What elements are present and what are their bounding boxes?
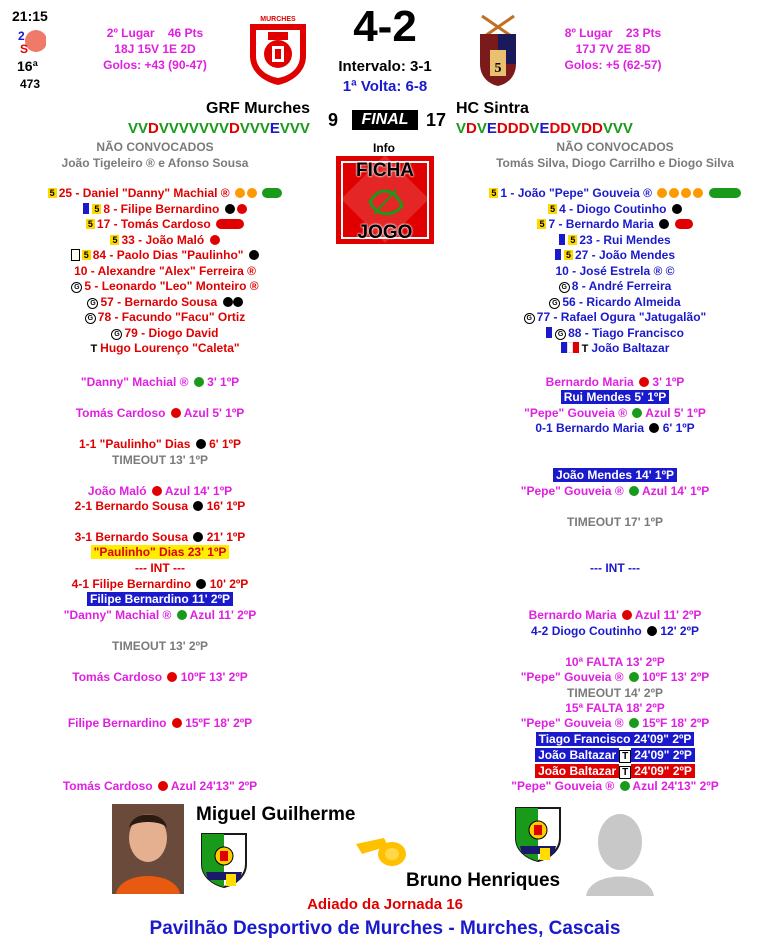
home-record: 18J 15V 1E 2D [114, 42, 196, 56]
form-result: D [228, 120, 240, 137]
league-logo [16, 26, 46, 56]
form-result: V [208, 120, 219, 137]
form-result: D [466, 120, 477, 137]
home-event: Tomás Cardoso Azul 5' 1ºP [75, 406, 245, 420]
form-result: E [269, 120, 280, 137]
list-item: G 88 - Tiago Francisco [470, 326, 760, 342]
away-event: "Pepe" Gouveia ® 15ºF 18' 2ºP [520, 716, 710, 730]
whistle-icon [354, 832, 408, 868]
form-result: D [549, 120, 561, 137]
halftime-marker: --- INT --- [590, 561, 640, 575]
form-result: V [178, 120, 189, 137]
first-leg-score: 1ª Volta: 6-8 [342, 78, 428, 95]
form-result: V [218, 120, 229, 137]
list-item: 5 8 - Filipe Bernardino [30, 202, 300, 218]
form-result: V [289, 120, 300, 137]
list-item: 5 27 - João Mendes [470, 248, 760, 264]
home-not-called: João Tigeleiro ® e Afonso Sousa [61, 156, 249, 170]
away-event: TIMEOUT 17' 1ºP [567, 515, 663, 529]
away-event: 15ª FALTA 18' 2ºP [565, 701, 665, 715]
away-not-called: Tomás Silva, Diogo Carrilho e Diogo Silva [496, 156, 734, 170]
list-item: G 8 - André Ferreira [470, 279, 760, 295]
home-roster [30, 186, 300, 358]
info-link[interactable]: Info [373, 141, 395, 155]
home-crest-label: MURCHES [260, 16, 296, 23]
kickoff-time: 21:15 [12, 8, 48, 24]
form-result: V [622, 120, 633, 137]
final-badge: FINAL [352, 110, 418, 130]
form-result: V [138, 120, 149, 137]
round-number: 16ª [17, 58, 38, 74]
game-number: 473 [20, 77, 41, 91]
list-item: T Hugo Lourenço "Caleta" [90, 341, 240, 355]
form-result: D [148, 120, 159, 137]
form-result: V [188, 120, 199, 137]
form-result: V [249, 120, 260, 137]
form-result: V [239, 120, 250, 137]
form-result: D [581, 120, 592, 137]
away-event: 4-2 Diogo Coutinho 12' 2ºP [531, 624, 699, 638]
home-event: 1-1 "Paulinho" Dias 6' 1ºP [78, 437, 241, 451]
away-roster [470, 186, 760, 358]
form-result: V [198, 120, 209, 137]
home-crest [246, 14, 310, 86]
away-event: 0-1 Bernardo Maria 6' 1ºP [535, 421, 695, 435]
postponed-note: Adiado da Jornada 16 [307, 896, 463, 913]
away-event: "Pepe" Gouveia ® Azul 5' 1ºP [524, 406, 706, 420]
form-result: V [168, 120, 179, 137]
home-event: "Paulinho" Dias 23' 1ºP [20, 545, 300, 559]
list-item: G 79 - Diogo David [30, 326, 300, 342]
list-item: G 57 - Bernardo Sousa [30, 295, 300, 311]
away-event: Tiago Francisco 24'09" 2ºP [480, 732, 750, 746]
home-form [128, 120, 310, 137]
referee1-photo [112, 804, 184, 894]
jogo-label: JOGO [357, 222, 413, 243]
referee1-name: Miguel Guilherme [196, 804, 356, 825]
home-not-called-title: NÃO CONVOCADOS [96, 140, 214, 154]
away-event: "Pepe" Gouveia ® Azul 14' 1ºP [520, 484, 710, 498]
home-event: 2-1 Bernardo Sousa 16' 1ºP [74, 499, 246, 513]
ficha-label: FICHA [355, 160, 415, 181]
away-event: TIMEOUT 14' 2ºP [567, 686, 663, 700]
list-item: 10 - Alexandre "Alex" Ferreira ® [74, 263, 256, 278]
home-event: Filipe Bernardino 11' 2ºP [20, 592, 300, 606]
form-result: V [612, 120, 623, 137]
home-event: Tomás Cardoso Azul 24'13" 2ºP [62, 779, 258, 793]
away-event: Bernardo Maria 3' 1ºP [545, 375, 685, 389]
svg-text:S: S [20, 42, 29, 56]
away-event: João Baltazar T 24'09" 2ºP [480, 764, 750, 778]
list-item: 5 23 - Rui Mendes [470, 233, 760, 249]
form-result: D [518, 120, 530, 137]
form-result: D [592, 120, 603, 137]
form-result: V [128, 120, 139, 137]
referee2-association-crest [514, 806, 562, 862]
away-event: Rui Mendes 5' 1ºP [480, 390, 750, 404]
list-item: G 78 - Facundo "Facu" Ortiz [30, 310, 300, 326]
person-silhouette-icon [584, 804, 656, 896]
form-result: V [476, 120, 487, 137]
away-form [456, 120, 633, 137]
form-result: D [496, 120, 508, 137]
home-form-score: 9 [328, 110, 339, 130]
form-result: E [486, 120, 497, 137]
away-record: 17J 7V 2E 8D [575, 42, 651, 56]
list-item: 5 4 - Diogo Coutinho [470, 202, 760, 218]
referee2-name: Bruno Henriques [406, 870, 561, 891]
home-position: 2º Lugar [106, 26, 155, 40]
form-result: V [456, 120, 467, 137]
away-event: "Pepe" Gouveia ® 10ºF 13' 2ºP [520, 670, 710, 684]
away-event: João Mendes 14' 1ºP [480, 468, 750, 482]
home-points: 46 Pts [167, 26, 204, 40]
list-item: 5 1 - João "Pepe" Gouveia ® [470, 186, 760, 202]
home-event: Tomás Cardoso 10ºF 13' 2ºP [72, 670, 248, 684]
home-team-name: GRF Murches [206, 100, 311, 117]
away-event: "Pepe" Gouveia ® Azul 24'13" 2ºP [511, 779, 719, 793]
svg-text:5: 5 [494, 61, 502, 76]
home-event: 4-1 Filipe Bernardino 10' 2ºP [71, 577, 249, 591]
away-form-score: 17 [426, 110, 447, 130]
home-event: Filipe Bernardino 15ºF 18' 2ºP [67, 716, 253, 730]
home-event: 3-1 Bernardo Sousa 21' 1ºP [74, 530, 246, 544]
list-item: G 77 - Rafael Ogura "Jatugalão" [470, 310, 760, 326]
svg-text:2: 2 [18, 29, 25, 43]
list-item: 5 17 - Tomás Cardoso [30, 217, 300, 233]
match-sheet-button[interactable] [334, 154, 436, 246]
referee1-association-crest [200, 832, 248, 888]
venue: Pavilhão Desportivo de Murches - Murches, Cascais [149, 918, 621, 939]
form-result: V [299, 120, 310, 137]
form-result: V [529, 120, 540, 137]
final-score: 4-2 [353, 2, 417, 51]
form-result: V [259, 120, 270, 137]
form-result: V [158, 120, 169, 137]
form-result: D [560, 120, 572, 137]
list-item: 10 - José Estrela ® © [555, 263, 675, 278]
form-result: V [602, 120, 613, 137]
away-team-name: HC Sintra [456, 100, 529, 117]
home-event: "Danny" Machial ® Azul 11' 2ºP [63, 608, 257, 622]
form-result: V [279, 120, 290, 137]
list-item: 5 25 - Daniel "Danny" Machial ® [30, 186, 300, 202]
away-event: 10ª FALTA 13' 2ºP [565, 655, 665, 669]
form-result: D [507, 120, 519, 137]
home-goals: Golos: +43 (90-47) [103, 58, 207, 72]
list-item: G 56 - Ricardo Almeida [470, 295, 760, 311]
list-item: T João Baltazar [470, 341, 760, 358]
away-standing [528, 26, 698, 40]
away-points: 23 Pts [625, 26, 662, 40]
halftime-score: Intervalo: 3-1 [338, 58, 432, 75]
away-goals: Golos: +5 (62-57) [564, 58, 662, 72]
home-event: João Maló Azul 14' 1ºP [87, 484, 233, 498]
list-item: G 5 - Leonardo "Leo" Monteiro ® [30, 279, 300, 295]
form-result: V [571, 120, 582, 137]
list-item: 5 7 - Bernardo Maria [470, 217, 760, 233]
form-result: E [539, 120, 550, 137]
home-event: "Danny" Machial ® 3' 1ºP [80, 375, 240, 389]
home-event: TIMEOUT 13' 1ºP [112, 453, 208, 467]
halftime-marker: --- INT --- [135, 561, 185, 575]
list-item: 5 84 - Paolo Dias "Paulinho" [30, 248, 300, 264]
away-crest [476, 14, 520, 86]
away-event: João Baltazar T 24'09" 2ºP [480, 748, 750, 762]
away-position: 8º Lugar [564, 26, 613, 40]
away-event: Bernardo Maria Azul 11' 2ºP [528, 608, 702, 622]
list-item: 5 33 - João Maló [30, 233, 300, 249]
away-not-called-title: NÃO CONVOCADOS [556, 140, 674, 154]
home-standing [70, 26, 240, 40]
home-event: TIMEOUT 13' 2ºP [112, 639, 208, 653]
